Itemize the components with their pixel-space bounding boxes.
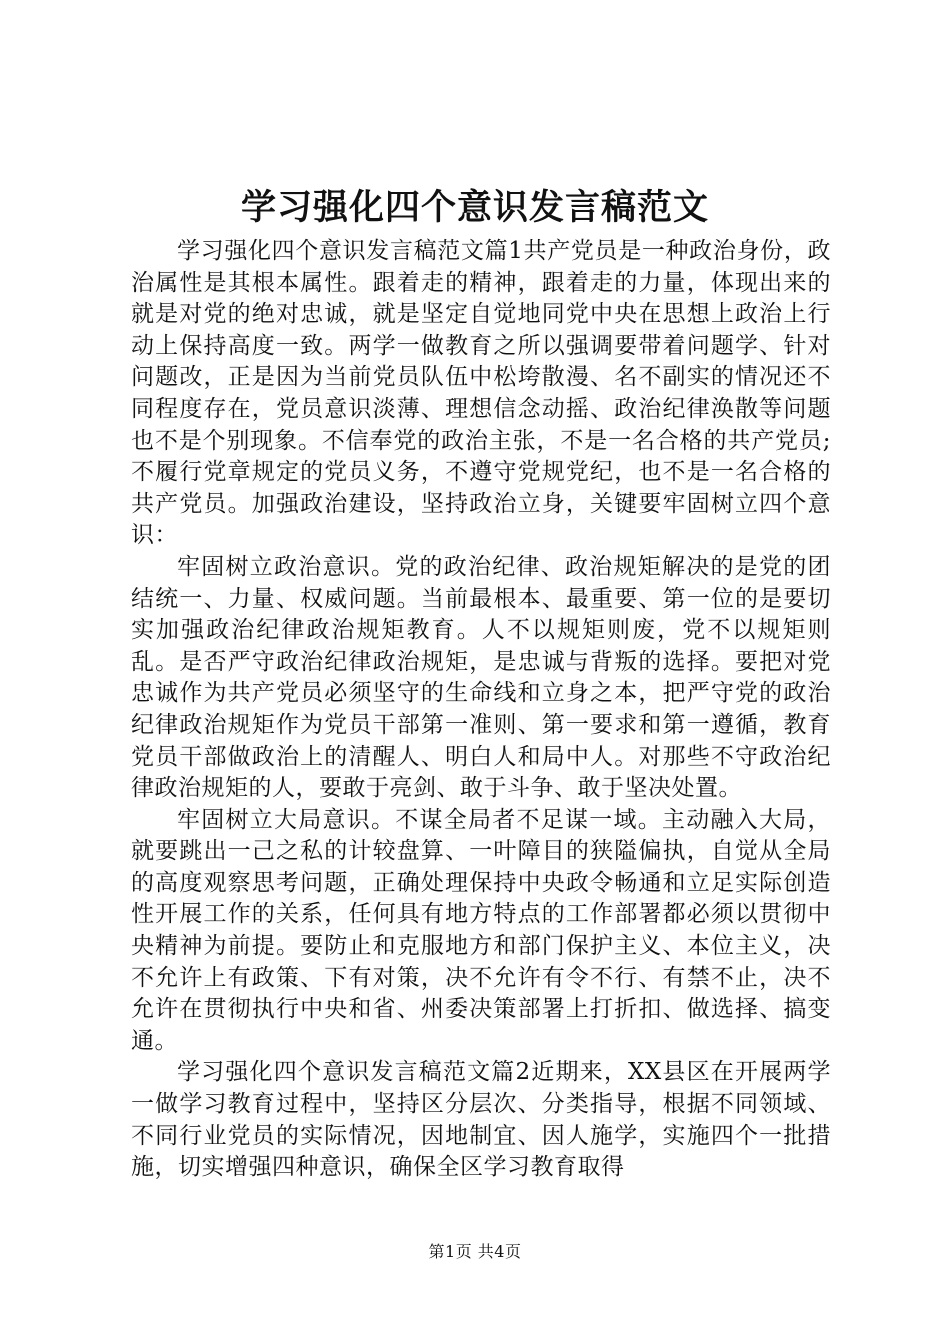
document-body [131, 236, 831, 1184]
document-title: 学习强化四个意识发言稿范文 [240, 187, 709, 228]
paragraph-2: 牢固树立政治意识。党的政治纪律、政治规矩解决的是党的团结统一、力量、权威问题。当前最根本、最重要、第一位的是要切实加强政治纪律政治规矩教育。人不以规矩则废，党不以规矩则乱。是否严守政治纪律政治规矩，是忠诚与背叛的选择。要把对党忠诚作为共产党员必须坚守的生命线和立身之本，把严守党的政治纪律政治规矩作为党员干部第一准则、第一要求和第一遵循，教育党员干部做政治上的清醒人、明白人和局中人。对那些不守政治纪律政治规矩的人，要敢于亮剑、敢于斗争、敢于坚决处置。 [131, 553, 831, 802]
paragraph-4: 学习强化四个意识发言稿范文篇2近期来，XX县区在开展两学一做学习教育过程中，坚持区分层次、分类指导，根据不同领域、不同行业党员的实际情况，因地制宜、因人施学，实施四个一批措施，切实增强四种意识，确保全区学习教育取得 [131, 1059, 831, 1181]
page-footer [0, 1241, 950, 1263]
paragraph-3: 牢固树立大局意识。不谋全局者不足谋一域。主动融入大局，就要跳出一己之私的计较盘算、一叶障目的狭隘偏执，自觉从全局的高度观察思考问题，正确处理保持中央政令畅通和立足实际创造性开展工作的关系，任何具有地方特点的工作部署都必须以贯彻中央精神为前提。要防止和克服地方和部门保护主义、本位主义，决不允许上有政策、下有对策，决不允许有令不行、有禁不止，决不允许在贯彻执行中央和省、州委决策部署上打折扣、做选择、搞变通。 [131, 806, 831, 1054]
paragraph-1: 学习强化四个意识发言稿范文篇1共产党员是一种政治身份，政治属性是其根本属性。跟着走的精神，跟着走的力量，体现出来的就是对党的绝对忠诚，就是坚定自觉地同党中央在思想上政治上行动上保持高度一致。两学一做教育之所以强调要带着问题学、针对问题改，正是因为当前党员队伍中松垮散漫、名不副实的情况还不同程度存在，党员意识淡薄、理想信念动摇、政治纪律涣散等问题也不是个别现象。不信奉党的政治主张，不是一名合格的共产党员;不履行党章规定的党员义务，不遵守党规党纪，也不是一名合格的共产党员。加强政治建设，坚持政治立身，关键要牢固树立四个意识： [131, 238, 831, 549]
page-number: 第1页 共4页 [428, 1242, 522, 1261]
